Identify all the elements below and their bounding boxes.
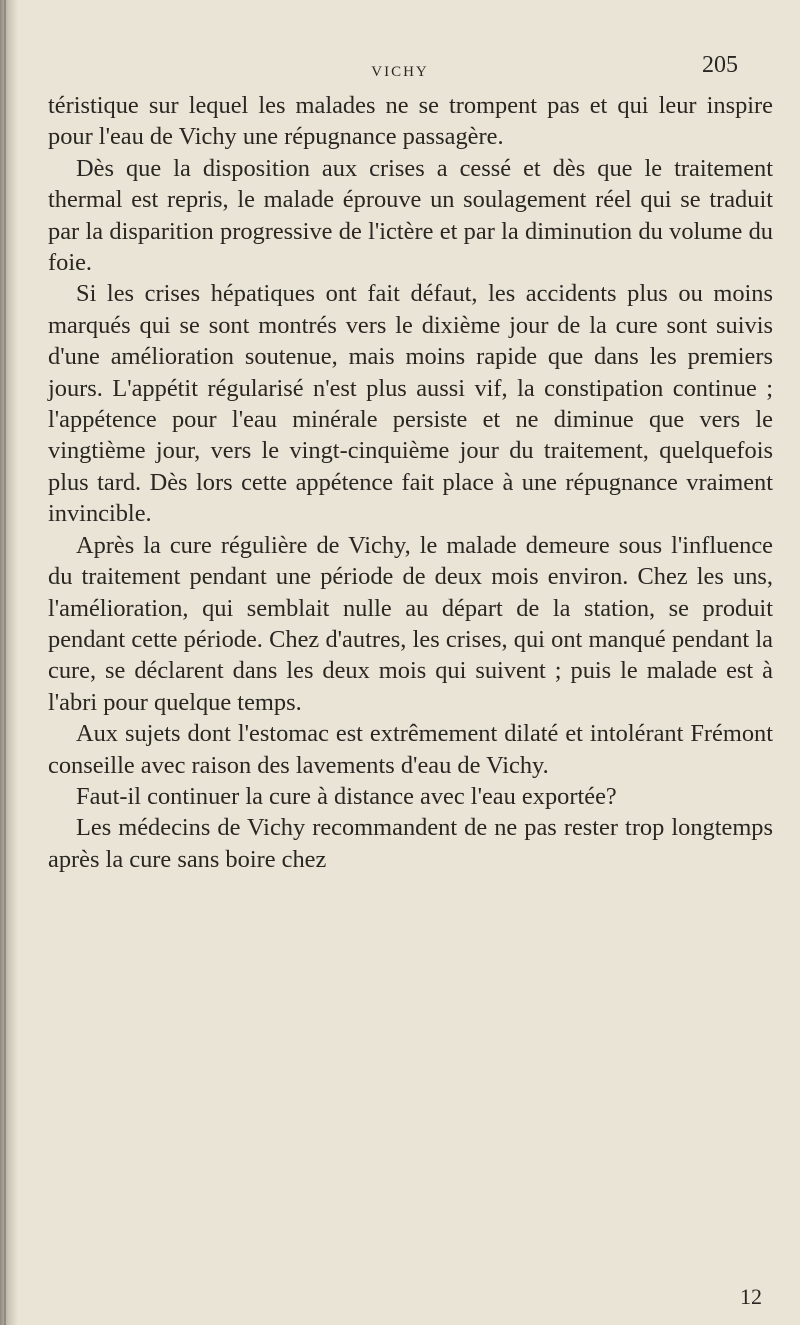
signature-mark: 12 (740, 1284, 762, 1309)
running-head (40, 50, 760, 90)
paragraph-4: Après la cure régulière de Vichy, le malade demeure sous l'influence du traitement pendant une période de deux mois environ. Chez les uns, l'amélioration, qui semblait nulle au départ de la station, se produit pendant cette période. Chez d'autres, les crises, qui ont manqué pendant la cure, se déclarent dans les deux mois qui suivent ; puis le malade est à l'abri pour quelque temps. (48, 531, 773, 716)
running-title: VICHY (371, 64, 429, 80)
paragraph-1: téristique sur lequel les malades ne se trompent pas et qui leur inspire pour l'eau de Vichy une répugnance passagère. (48, 92, 773, 151)
paragraph-3: Si les crises hépatiques ont fait défaut, les accidents plus ou moins marqués qui se sont montrés vers le dixième jour de la cure sont suivis d'une amélioration soutenue, mais moins rapide que dans les premiers jours. L'appétit régularisé n'est plus aussi vif, la constipation continue ; l'appétence pour l'eau minérale persiste et ne diminue que vers le vingtième jour, vers le vingt-cinquième jour du traitement, quelquefois plus tard. Dès lors cette appétence fait place à une répugnance vraiment invincible. (48, 280, 773, 528)
paragraph-5: Aux sujets dont l'estomac est extrêmement dilaté et intolérant Frémont conseille avec raison des lavements d'eau de Vichy. (48, 720, 773, 779)
paragraph-7: Les médecins de Vichy recommandent de ne pas rester trop longtemps après la cure sans boire chez (48, 814, 773, 873)
paragraph-2: Dès que la disposition aux crises a cessé et dès que le traitement thermal est repris, le malade éprouve un soulagement réel qui se traduit par la disparition progressive de l'ictère et par la diminution du volume du foie. (48, 154, 773, 277)
page-number: 205 (702, 52, 738, 78)
body-text (48, 90, 773, 875)
paragraph-6: Faut-il continuer la cure à distance avec l'eau exportée? (76, 782, 617, 810)
